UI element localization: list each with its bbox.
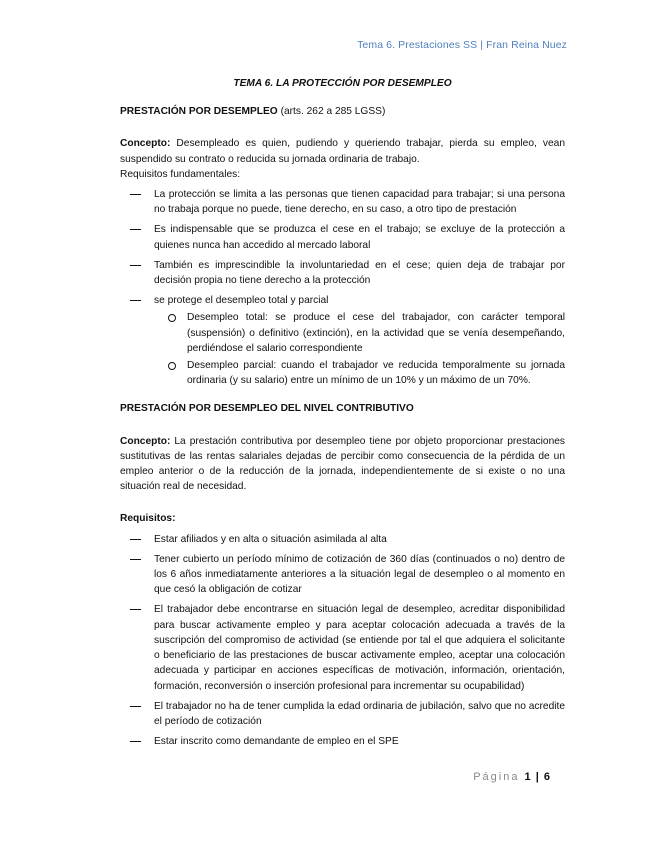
page-header: Tema 6. Prestaciones SS | Fran Reina Nuez xyxy=(357,39,567,51)
list-item: El trabajador debe encontrarse en situación legal de desempleo, acreditar disponibilidad para buscar activamente empleo y para aceptar colocación adecuada a través de la suscripción del compromiso de actividad (se entiende por tal el que adquiera el solicitante o beneficiario de las prestaciones de buscar activamente empleo, aceptar una colocación adecuada y participar en acciones específicas de motivación, información, orientación, formación, reconversión o inserción profesional para incrementar su ocupabilidad) xyxy=(120,602,565,693)
list-item: Es indispensable que se produzca el cese en el trabajo; se excluye de la protección a quienes nunca han accedido al mercado laboral xyxy=(120,222,565,252)
section2-concept-label: Concepto: xyxy=(120,435,171,447)
section1-concept-label: Concepto: xyxy=(120,138,171,150)
section1-requirements-list xyxy=(120,187,565,388)
dash-bullet-icon xyxy=(130,300,141,301)
circle-bullet-icon xyxy=(168,362,176,370)
page-label: Página xyxy=(473,771,520,783)
page-content xyxy=(120,76,565,749)
list-item: Estar afiliados y en alta o situación asimilada al alta xyxy=(120,532,565,547)
page-number: 1 xyxy=(524,771,531,783)
section2-requirements-list xyxy=(120,532,565,750)
section2-concept: Concepto: La prestación contributiva por desempleo tiene por objeto proporcionar prestaciones sustitutivas de las rentas salariales dejadas de percibir como consecuencia de la pérdida de un empleo anterior o de la reducción de la jornada, independientemente de si existe o no una situación real de necesidad. xyxy=(120,435,565,493)
page-total: 6 xyxy=(543,771,550,783)
dash-bullet-icon xyxy=(130,741,141,742)
list-item: El trabajador no ha de tener cumplida la edad ordinaria de jubilación, salvo que no acredite el período de cotización xyxy=(120,699,565,729)
section1-requirements-label: Requisitos fundamentales: xyxy=(120,168,241,180)
sub-list-item: Desempleo total: se produce el cese del trabajador, con carácter temporal (suspensión) o definitivo (extinción), en la actividad que se venía desempeñando, perdiéndose el salario correspondiente xyxy=(154,310,565,356)
section1-heading-ref: (arts. 262 a 285 LGSS) xyxy=(277,106,386,118)
dash-bullet-icon xyxy=(130,609,141,610)
page-footer xyxy=(473,771,550,783)
dash-bullet-icon xyxy=(130,229,141,230)
section1-concept: Concepto: Desempleado es quien, pudiendo y queriendo trabajar, pierda su empleo, vean suspendido su contrato o reducida su jornada ordinaria de trabajo. xyxy=(120,138,565,165)
list-item: La protección se limita a las personas que tienen capacidad para trabajar; si una persona no trabaja porque no puede, tiene derecho, en su caso, a otro tipo de prestación xyxy=(120,187,565,217)
sub-list-item: Desempleo parcial: cuando el trabajador ve reducida temporalmente su jornada ordinaria (y su salario) entre un mínimo de un 10% y un máximo de un 70%. xyxy=(154,358,565,388)
circle-bullet-icon xyxy=(168,314,176,322)
dash-bullet-icon xyxy=(130,706,141,707)
dash-bullet-icon xyxy=(130,265,141,266)
section2-requirements-label: Requisitos: xyxy=(120,513,176,525)
dash-bullet-icon xyxy=(130,539,141,540)
dash-bullet-icon xyxy=(130,194,141,195)
unemployment-types-list xyxy=(154,310,565,388)
list-item: se protege el desempleo total y parcial Desempleo total: se produce el cese del trabajador, con carácter temporal (suspensión) o definitivo (extinción), en la actividad que se venía desempeñando, perdiéndose el salario correspondiente Desempleo parcial: cuando el trabajador ve reducida temporalmente su jornada ordinaria (y su salario) entre un mínimo de un 10% y un máximo de un 70%. xyxy=(120,293,565,388)
dash-bullet-icon xyxy=(130,559,141,560)
document-title: TEMA 6. LA PROTECCIÓN POR DESEMPLEO xyxy=(233,78,452,89)
section1-heading: PRESTACIÓN POR DESEMPLEO (arts. 262 a 285 LGSS) xyxy=(120,106,386,118)
list-item: También es imprescindible la involuntariedad en el cese; quien deja de trabajar por decisión propia no tiene derecho a la protección xyxy=(120,258,565,288)
page-separator: | xyxy=(535,771,539,783)
list-item: Tener cubierto un período mínimo de cotización de 360 días (continuados o no) dentro de los 6 años inmediatamente anteriores a la situación legal de desempleo o al momento en que cesó la obligación de cotizar xyxy=(120,552,565,598)
section2-heading: PRESTACIÓN POR DESEMPLEO DEL NIVEL CONTRIBUTIVO xyxy=(120,403,414,415)
list-item: Estar inscrito como demandante de empleo en el SPE xyxy=(120,734,565,749)
